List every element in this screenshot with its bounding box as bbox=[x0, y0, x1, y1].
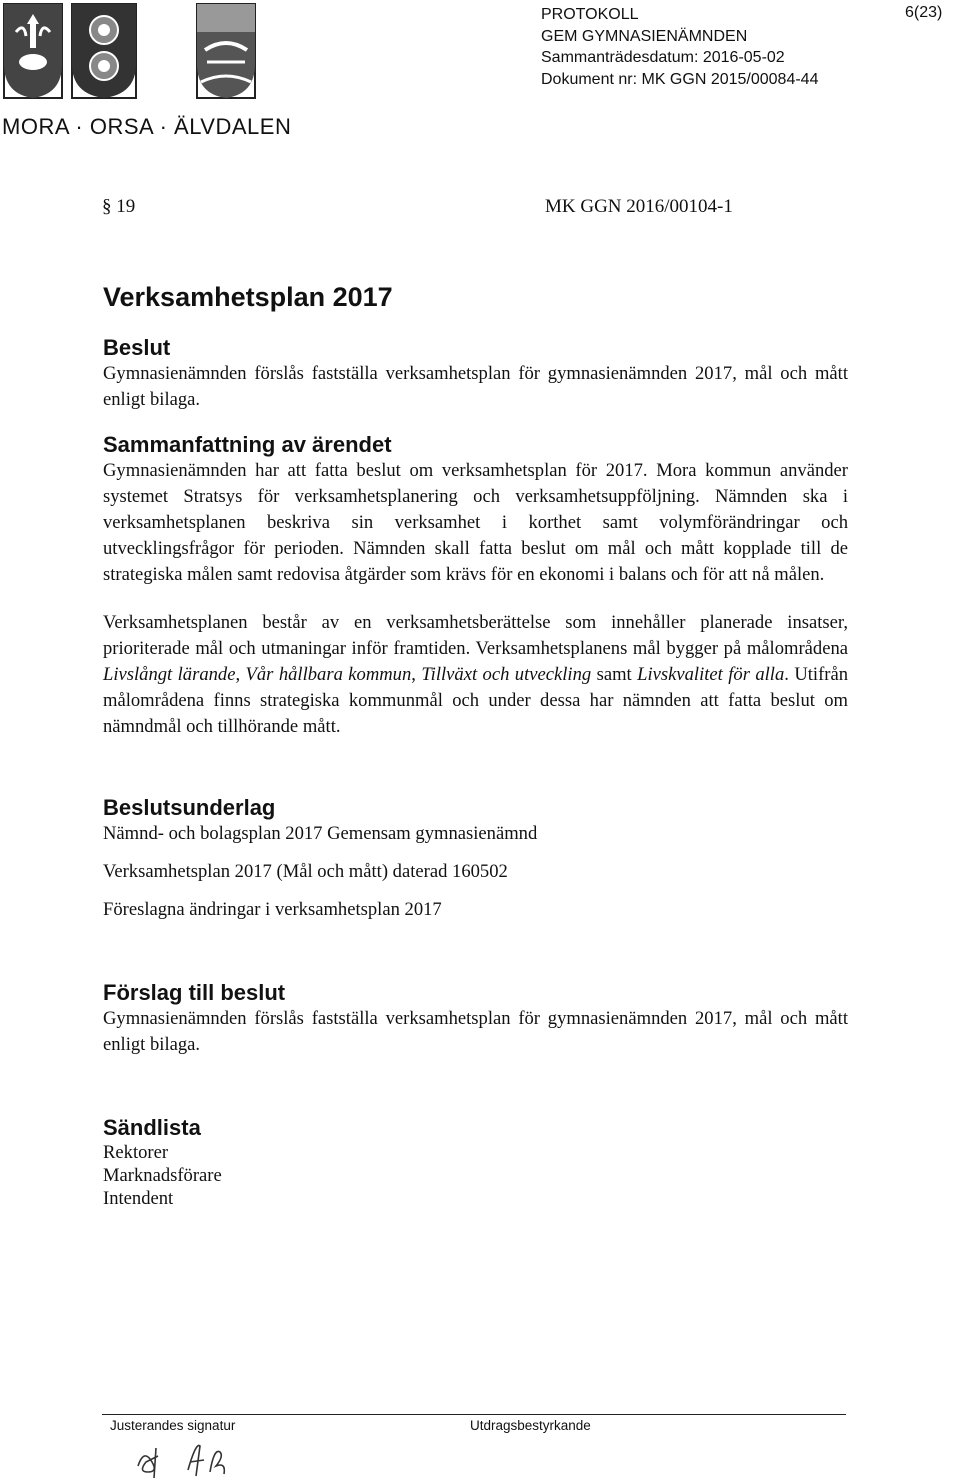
goal-area-4: Livskvalitet för alla bbox=[637, 664, 785, 685]
beslut-section bbox=[103, 335, 848, 413]
footer-rule bbox=[102, 1414, 846, 1415]
goal-area-2: Vår hållbara kommun bbox=[245, 664, 412, 685]
recipient: Intendent bbox=[103, 1188, 174, 1209]
sammanfattning-paragraph-2 bbox=[103, 610, 848, 740]
paragraph-number: § 19 bbox=[102, 196, 136, 217]
underlag-item: Föreslagna ändringar i verksamhetsplan 2017 bbox=[103, 899, 442, 920]
beslut-heading: Beslut bbox=[103, 335, 171, 360]
forslag-section bbox=[103, 980, 848, 1058]
sammanfattning-section bbox=[103, 432, 848, 740]
committee-name: GEM GYMNASIENÄMNDEN bbox=[541, 27, 748, 45]
orsa-crest-icon bbox=[70, 2, 138, 100]
sandlista-section bbox=[103, 1115, 848, 1210]
page-number: 6(23) bbox=[905, 4, 943, 21]
document-type: PROTOKOLL bbox=[541, 6, 639, 23]
mora-crest-icon bbox=[2, 2, 64, 100]
separator-1: , bbox=[235, 664, 246, 685]
conjunction: samt bbox=[591, 664, 638, 685]
document-number: Dokument nr: MK GGN 2015/00084-44 bbox=[541, 70, 819, 88]
municipality-line: MORA · ORSA · ÄLVDALEN bbox=[2, 114, 292, 139]
case-number: MK GGN 2016/00104-1 bbox=[545, 196, 733, 217]
underlag-item: Verksamhetsplan 2017 (Mål och mått) daterad 160502 bbox=[103, 861, 508, 882]
recipient: Rektorer bbox=[103, 1142, 169, 1163]
alvdalen-crest-icon bbox=[195, 2, 257, 100]
sammanfattning-heading: Sammanfattning av ärendet bbox=[103, 432, 392, 457]
meeting-date: Sammanträdesdatum: 2016-05-02 bbox=[541, 49, 785, 66]
goal-area-1: Livslångt lärande bbox=[103, 664, 236, 685]
document-header bbox=[541, 4, 818, 90]
p2-text-start: Verksamhetsplanen består av en verksamhetsberättelse som innehåller planerade insatser, prioriterade mål och utmaningar inför framtiden. Verksamhetsplanens mål bygger på målområdena bbox=[103, 612, 848, 659]
sammanfattning-paragraph-1: Gymnasienämnden har att fatta beslut om verksamhetsplan för 2017. Mora kommun använder systemet Stratsys för verksamhetsplanering och verksamhetsuppföljning. Nämnden ska i verksamhetsplanen beskriva sin verksamhet i korthet samt volymförändringar och utvecklingsfrågor för perioden. Nämnden skall fatta beslut om mål och mått kopplade till de strategiska målen samt redovisa åtgärder som krävs för en ekonomi i balans och för att nå målen. bbox=[103, 460, 848, 585]
forslag-heading: Förslag till beslut bbox=[103, 980, 286, 1005]
recipient: Marknadsförare bbox=[103, 1165, 222, 1186]
sandlista-heading: Sändlista bbox=[103, 1115, 201, 1140]
beslutsunderlag-heading: Beslutsunderlag bbox=[103, 795, 276, 820]
forslag-text: Gymnasienämnden förslås fastställa verksamhetsplan för gymnasienämnden 2017, mål och mått enligt bilaga. bbox=[103, 1008, 848, 1055]
handwritten-signature-icon bbox=[130, 1436, 240, 1480]
utdrag-label: Utdragsbestyrkande bbox=[470, 1418, 591, 1433]
goal-area-3: Tillväxt och utveckling bbox=[421, 664, 592, 685]
underlag-item: Nämnd- och bolagsplan 2017 Gemensam gymnasienämnd bbox=[103, 823, 538, 844]
p2-text-end: . Utifrån målområdena finns strategiska kommunmål och under dessa har nämnden att fatta beslut om nämndmål och tillhörande mått. bbox=[103, 664, 849, 737]
page-title: Verksamhetsplan 2017 bbox=[103, 282, 393, 312]
beslut-text: Gymnasienämnden förslås fastställa verksamhetsplan för gymnasienämnden 2017, mål och mått enligt bilaga. bbox=[103, 363, 848, 410]
justering-label: Justerandes signatur bbox=[110, 1418, 236, 1433]
beslutsunderlag-section bbox=[103, 795, 848, 923]
separator-2: , bbox=[411, 664, 422, 685]
